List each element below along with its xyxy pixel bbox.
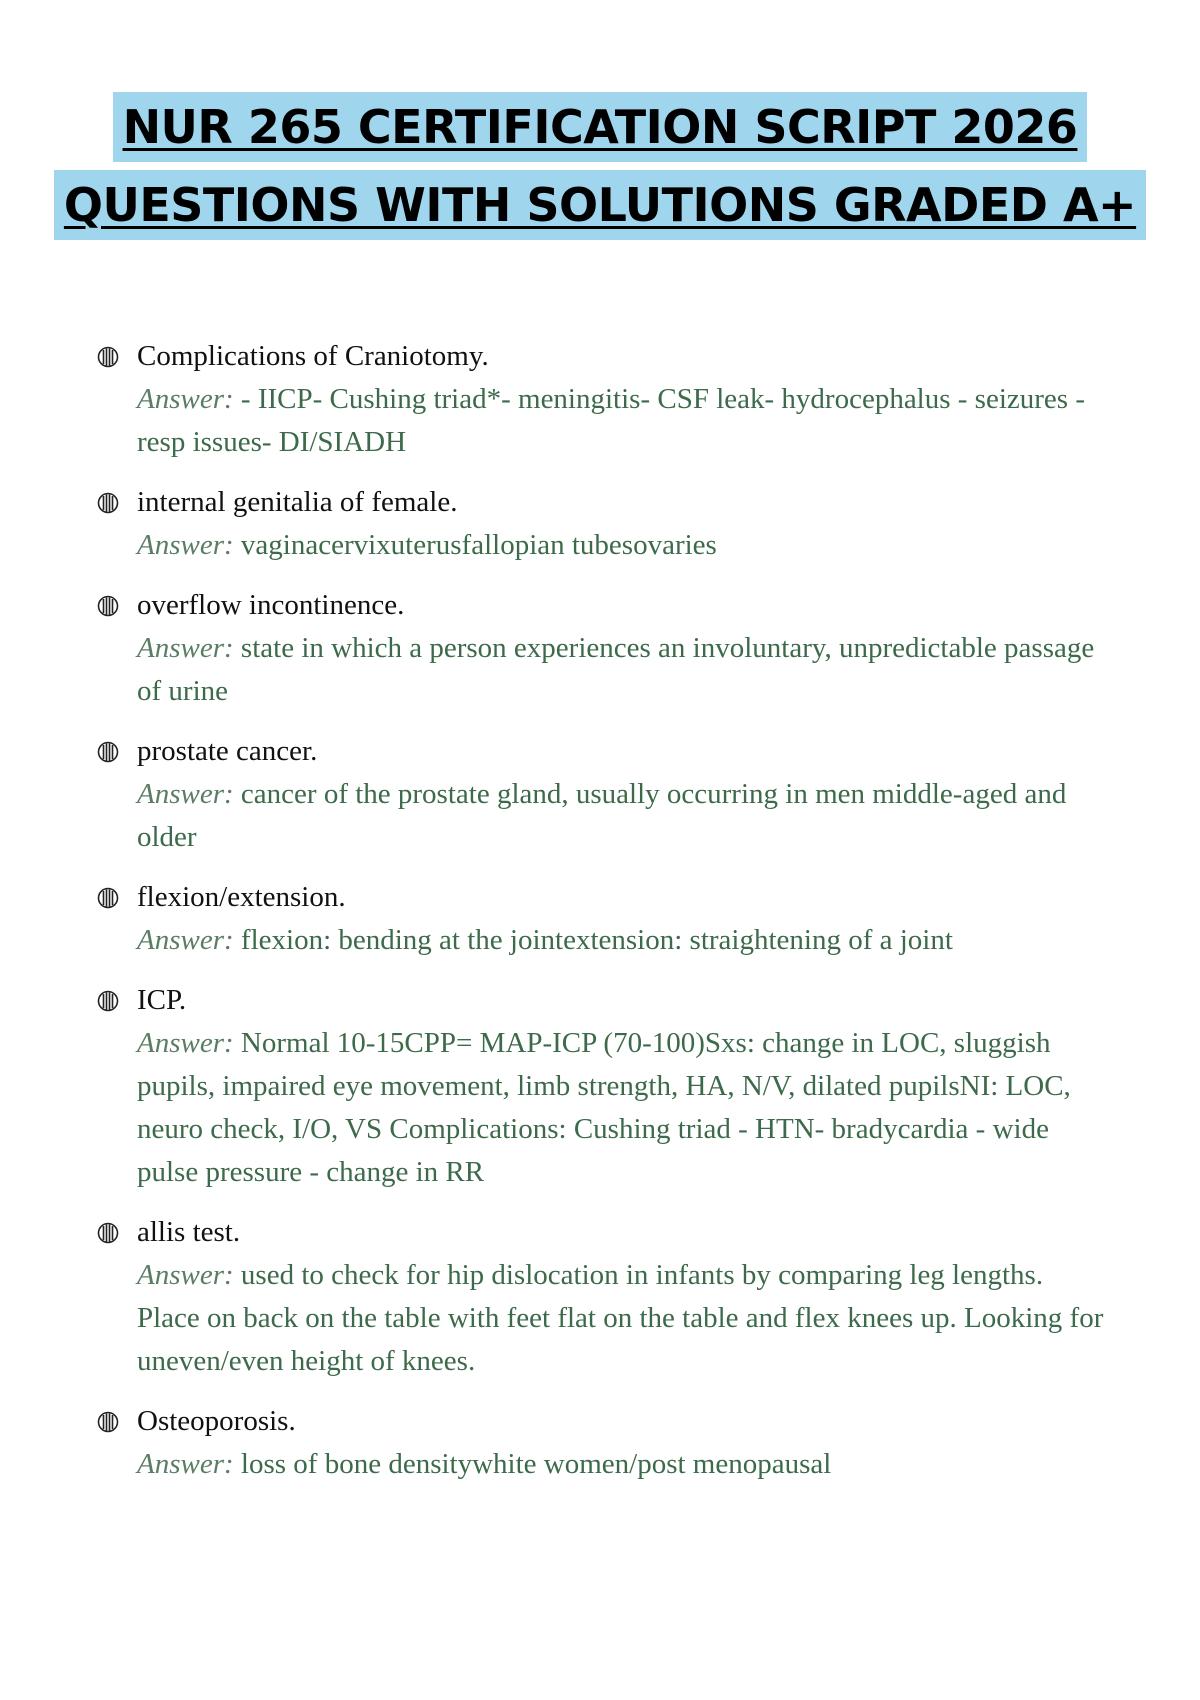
answer-body: state in which a person experiences an involuntary, unpredictable passage of urine [137, 632, 1095, 707]
answer-body: - IICP- Cushing triad*- meningitis- CSF leak- hydrocephalus - seizures - resp issues- DI/SIADH [137, 383, 1085, 458]
answer-body: Normal 10-15CPP= MAP-ICP (70-100)Sxs: change in LOC, sluggish pupils, impaired eye movement, limb strength, HA, N/V, dilated pupilsNI: LOC, neuro check, I/O, VS Complications: Cushing triad - HTN- bradycardia - wide pulse pressure - change in RR [137, 1027, 1071, 1188]
qa-item [97, 481, 1107, 567]
answer-text [137, 1022, 1107, 1194]
striped-circle-bullet-icon [97, 990, 119, 1012]
qa-item [97, 584, 1107, 713]
answer-label: Answer: [137, 529, 234, 561]
answer-text [137, 1443, 1107, 1486]
answer-text [137, 773, 1107, 859]
answer-label: Answer: [137, 1448, 234, 1480]
answer-label: Answer: [137, 1259, 234, 1291]
qa-item [97, 335, 1107, 464]
answer-text [137, 1254, 1107, 1383]
qa-item [97, 876, 1107, 962]
qa-item [97, 730, 1107, 859]
striped-circle-bullet-icon [97, 887, 119, 909]
question-text: prostate cancer. [137, 735, 318, 767]
qa-item [97, 1400, 1107, 1486]
document-title [0, 92, 1200, 240]
question-text: Osteoporosis. [137, 1405, 296, 1437]
answer-body: cancer of the prostate gland, usually occurring in men middle-aged and older [137, 778, 1067, 853]
striped-circle-bullet-icon [97, 741, 119, 763]
striped-circle-bullet-icon [97, 595, 119, 617]
answer-text [137, 919, 1107, 962]
title-line-2: QUESTIONS WITH SOLUTIONS GRADED A+ [54, 170, 1146, 240]
question-text: flexion/extension. [137, 881, 346, 913]
question-text: overflow incontinence. [137, 589, 405, 621]
answer-body: loss of bone densitywhite women/post menopausal [240, 1448, 832, 1480]
answer-body: used to check for hip dislocation in infants by comparing leg lengths. Place on back on the table with feet flat on the table and flex knees up. Looking for uneven/even height of knees. [137, 1259, 1104, 1377]
question-text: Complications of Craniotomy. [137, 340, 489, 372]
striped-circle-bullet-icon [97, 492, 119, 514]
qa-list [97, 335, 1107, 1503]
qa-item [97, 1211, 1107, 1383]
qa-item [97, 979, 1107, 1194]
answer-body: flexion: bending at the jointextension: straightening of a joint [240, 924, 953, 956]
answer-label: Answer: [137, 632, 234, 664]
answer-text [137, 378, 1107, 464]
answer-text [137, 627, 1107, 713]
answer-label: Answer: [137, 1027, 234, 1059]
striped-circle-bullet-icon [97, 346, 119, 368]
striped-circle-bullet-icon [97, 1411, 119, 1433]
answer-label: Answer: [137, 924, 234, 956]
answer-body: vaginacervixuterusfallopian tubesovaries [240, 529, 717, 561]
answer-text [137, 524, 1107, 567]
question-text: allis test. [137, 1216, 241, 1248]
title-line-1: NUR 265 CERTIFICATION SCRIPT 2026 [113, 92, 1088, 162]
question-text: ICP. [137, 984, 187, 1016]
question-text: internal genitalia of female. [137, 486, 458, 518]
striped-circle-bullet-icon [97, 1222, 119, 1244]
answer-label: Answer: [137, 778, 234, 810]
answer-label: Answer: [137, 383, 234, 415]
